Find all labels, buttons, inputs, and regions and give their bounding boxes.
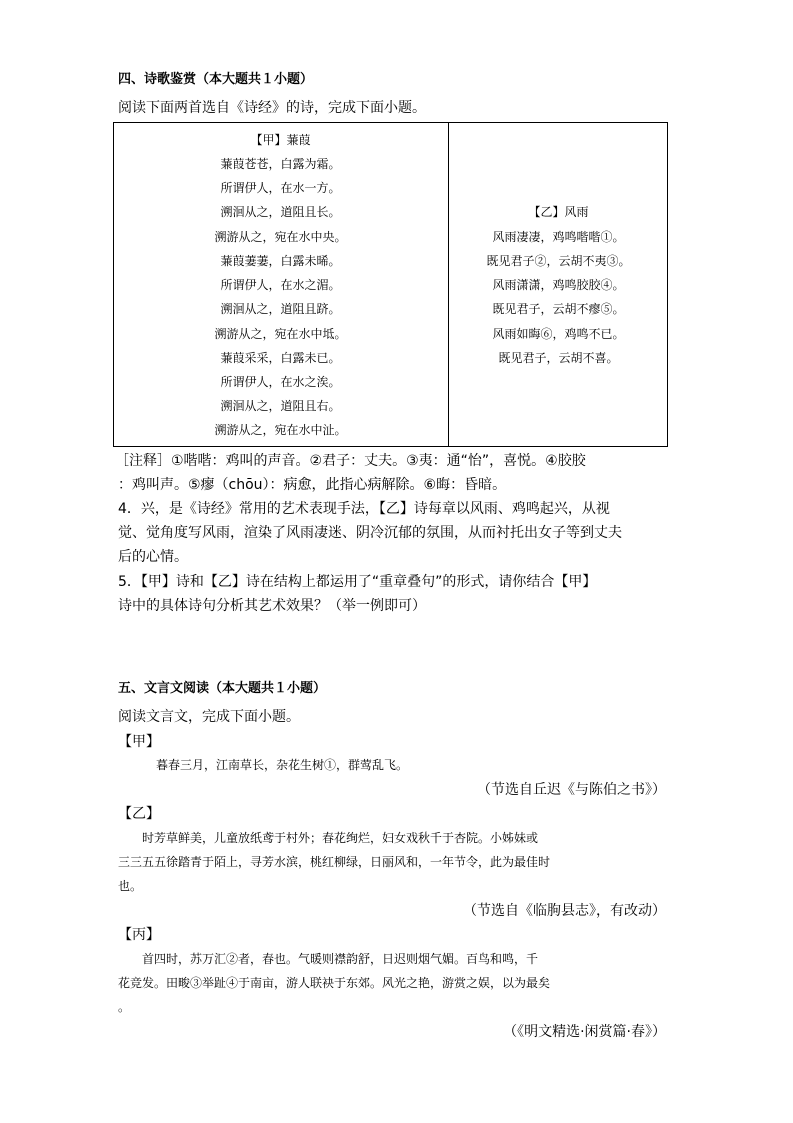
passage-yi-text: 时芳草鲜美，儿童放纸鸢于村外；春花绚烂，妇女戏秋千于杏院。小姊妹或 <box>142 831 539 845</box>
poem-jia-line: 溯游从之，宛在水中坻。 <box>214 327 347 341</box>
poem-yi-line: 既见君子，云胡不喜。 <box>498 351 619 365</box>
poem-jia-line: 溯洄从之，道阻且右。 <box>220 399 341 413</box>
passage-bing-label: 【丙】 <box>118 927 160 943</box>
poem-yi-line: 既见君子②，云胡不夷③。 <box>486 254 631 268</box>
poem-jia-line: 蒹葭采采，白露未已。 <box>220 351 341 365</box>
poem-jia-line: 溯洄从之，道阻且长。 <box>220 205 341 219</box>
poem-jia-line: 所谓伊人，在水一方。 <box>220 181 341 195</box>
notes-line: ［注释］①喈喈：鸡叫的声音。②君子：丈夫。③夷：通“怡”，喜悦。④胶胶 <box>115 453 586 469</box>
section4-heading: 四、诗歌鉴赏（本大题共１小题） <box>118 72 314 87</box>
poem-jia-line: 所谓伊人，在水之涘。 <box>220 375 341 389</box>
poem-yi-line: 既见君子，云胡不瘳⑤。 <box>492 302 625 316</box>
section5-intro: 阅读文言文，完成下面小题。 <box>118 709 300 725</box>
passage-yi-text: 三三五五徐踏青于陌上，寻芳水滨，桃红柳绿，日丽风和，一年节令，此为最佳时 <box>118 855 551 869</box>
poem-jia-line: 溯游从之，宛在水中沚。 <box>214 423 347 437</box>
passage-bing-text: 首四时，苏万汇②者，春也。气暖则襟韵舒，日迟则烟气媚。百鸟和鸣，千 <box>142 952 539 966</box>
passage-jia-text: 暮春三月，江南草长，杂花生树①，群莺乱飞。 <box>156 758 409 772</box>
poem-yi-line: 风雨凄凄，鸡鸣喈喈①。 <box>492 230 625 244</box>
poem-jia-title: 【甲】蒹葭 <box>250 133 311 147</box>
passage-bing-text: 花竞发。田畯③举趾④于南亩，游人联袂于东郊。风光之艳，游赏之娱，以为最矣 <box>118 976 551 990</box>
poem-yi-line: 风雨如晦⑥，鸡鸣不已。 <box>492 327 625 341</box>
poem-jia-line: 蒹葭萋萋，白露未晞。 <box>220 254 341 268</box>
passage-jia-source: （节选自丘迟《与陈伯之书》） <box>477 782 666 798</box>
question-4-cont: 觉、觉角度写风雨，渲染了风雨凄迷、阴冷沉郁的氛围，从而衬托出女子等到丈夫 <box>118 525 622 541</box>
passage-jia-label: 【甲】 <box>118 734 160 750</box>
poem-jia-line: 蒹葭苍苍，白露为霜。 <box>220 157 341 171</box>
question-4-cont: 后的心情。 <box>118 549 188 565</box>
poem-yi-title: 【乙】风雨 <box>528 205 589 219</box>
notes-line: ：鸡叫声。⑤瘳（chōu）：病愈，此指心病解除。⑥晦：昏暗。 <box>118 477 507 493</box>
passage-bing-source: （《明文精选·闲赏篇·春》） <box>503 1024 666 1040</box>
passage-yi-source: （节选自《临朐县志》，有改动） <box>463 903 666 919</box>
poem-jia-line: 溯游从之，宛在水中央。 <box>214 230 347 244</box>
poem-jia-line: 溯洄从之，道阻且跻。 <box>220 302 341 316</box>
question-4: 4．兴，是《诗经》常用的艺术表现手法，【乙】诗每章以风雨、鸡鸣起兴，从视 <box>118 501 610 517</box>
passage-yi-label: 【乙】 <box>118 806 160 822</box>
passage-bing-text: 。 <box>118 1000 131 1014</box>
passage-yi-text: 也。 <box>118 879 143 893</box>
section5-heading: 五、文言文阅读（本大题共１小题） <box>118 681 327 696</box>
question-5-cont: 诗中的具体诗句分析其艺术效果？（举一例即可） <box>118 598 426 614</box>
poem-jia-line: 所谓伊人，在水之湄。 <box>220 278 341 292</box>
poem-yi-line: 风雨潇潇，鸡鸣胶胶④。 <box>492 278 625 292</box>
question-5: 5．【甲】诗和【乙】诗在结构上都运用了“重章叠句”的形式，请你结合【甲】 <box>118 574 597 590</box>
section4-intro: 阅读下面两首选自《诗经》的诗，完成下面小题。 <box>118 100 426 116</box>
